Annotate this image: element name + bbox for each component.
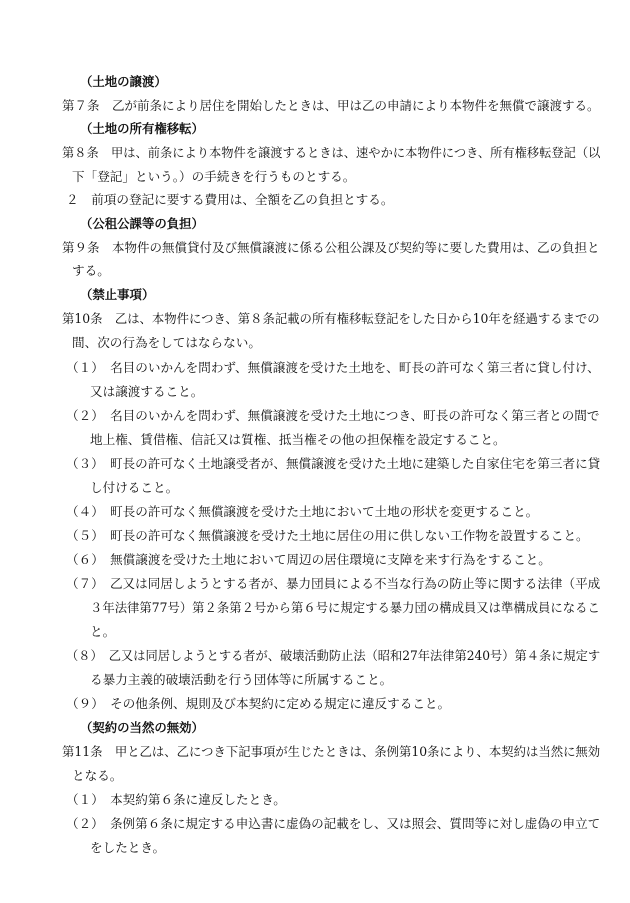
item-10-7-line-3: と。 [90, 624, 116, 639]
item-10-3-line-1: （３） 町長の許可なく土地譲受者が、無償譲渡を受けた土地に建築した自家住宅を第三者に貸 [66, 456, 601, 471]
heading-article-7: （土地の譲渡） [80, 74, 167, 89]
article-8-text-2: 下「登記」という。）の手続きを行うものとする。 [72, 169, 356, 184]
item-10-5: （５） 町長の許可なく無償譲渡を受けた土地に居住の用に供しない工作物を設置すること。 [66, 528, 589, 543]
item-11-1: （１） 本契約第６条に違反したとき。 [66, 792, 286, 807]
article-8-paragraph-2: ２ 前項の登記に要する費用は、全額を乙の負担とする。 [66, 192, 394, 207]
article-11-text-1: 第11条 甲と乙は、乙につき下記事項が生じたときは、条例第10条により、本契約は当然に無効 [62, 744, 601, 759]
item-10-8-line-1: （８） 乙又は同居しようとする者が、破壊活動防止法（昭和27年法律第240号）第４条に規定す [66, 648, 601, 663]
item-10-8-line-2: る暴力主義的破壊活動を行う団体等に所属すること。 [90, 672, 393, 687]
article-7-text: 第７条 乙が前条により居住を開始したときは、甲は乙の申請により本物件を無償で譲渡する。 [62, 98, 600, 113]
heading-article-11: （契約の当然の無効） [80, 720, 204, 735]
heading-article-8: （土地の所有権移転） [80, 121, 204, 136]
article-10-text-1: 第10条 乙は、本物件につき、第８条記載の所有権移転登記をした日から10年を経過するまでの [62, 311, 600, 326]
item-10-7-line-1: （７） 乙又は同居しようとする者が、暴力団員による不当な行為の防止等に関する法律（平成 [66, 576, 601, 591]
item-10-3-line-2: し付けること。 [90, 480, 179, 495]
item-11-2-line-2: をしたとき。 [90, 840, 166, 855]
item-10-9: （９） その他条例、規則及び本契約に定める規定に違反すること。 [66, 696, 451, 711]
article-11-text-2: となる。 [72, 768, 123, 783]
heading-article-9: （公租公課等の負担） [80, 216, 204, 231]
article-9-text-2: する。 [72, 263, 110, 278]
item-10-1-line-2: 又は譲渡すること。 [90, 384, 204, 399]
article-8-text-1: 第８条 甲は、前条により本物件を譲渡するときは、速やかに本物件につき、所有権移転登記（以 [62, 145, 601, 160]
article-9-text-1: 第９条 本物件の無償貸付及び無償譲渡に係る公租公課及び契約等に要した費用は、乙の負担と [62, 240, 600, 255]
item-10-6: （６） 無償譲渡を受けた土地において周辺の居住環境に支障を来す行為をすること。 [66, 552, 551, 567]
heading-article-10: （禁止事項） [80, 287, 155, 302]
item-10-2-line-1: （２） 名目のいかんを問わず、無償譲渡を受けた土地につき、町長の許可なく第三者との間で [66, 408, 600, 423]
article-10-text-2: 間、次の行為をしてはならない。 [72, 335, 261, 350]
item-10-4: （４） 町長の許可なく無償譲渡を受けた土地において土地の形状を変更すること。 [66, 504, 539, 519]
item-10-7-line-2: ３年法律第77号）第２条第２号から第６号に規定する暴力団の構成員又は準構成員になるこ [90, 600, 600, 615]
item-10-1-line-1: （１） 名目のいかんを問わず、無償譲渡を受けた土地を、町長の許可なく第三者に貸し付け、 [66, 360, 600, 375]
item-11-2-line-1: （２） 条例第６条に規定する申込書に虚偽の記載をし、又は照会、質問等に対し虚偽の申立て [66, 816, 601, 831]
item-10-2-line-2: 地上権、賃借権、信託又は質権、抵当権その他の担保権を設定すること。 [90, 432, 506, 447]
